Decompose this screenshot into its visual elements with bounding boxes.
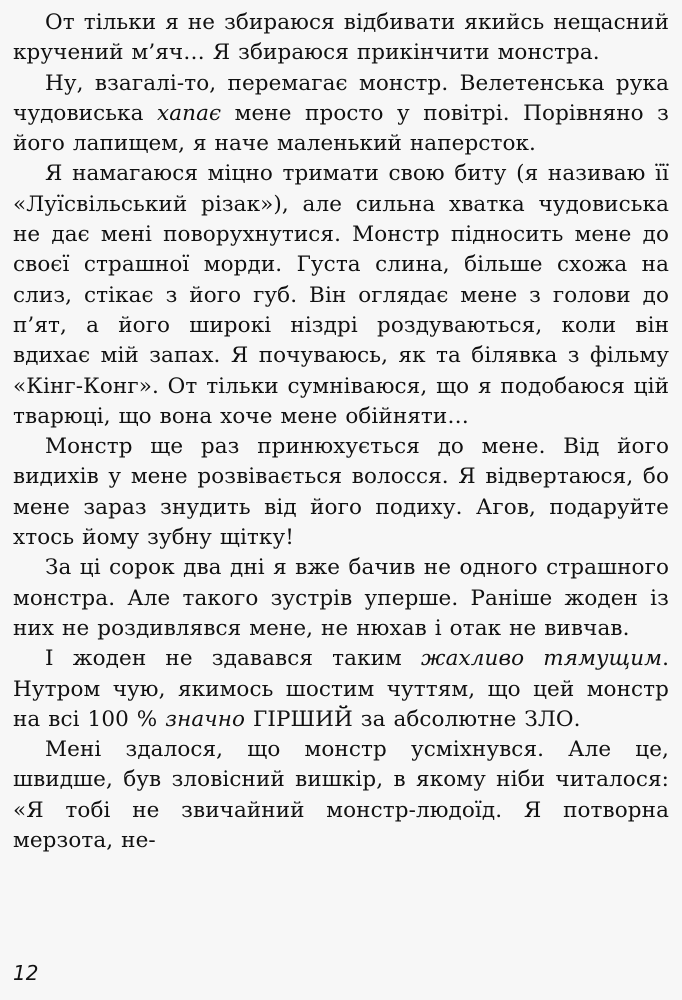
italic-emphasis: значно xyxy=(165,706,246,732)
paragraph-text: . Нутром чую, якимось шостим чуттям, що цей монстр на всі 100 % xyxy=(13,646,670,732)
paragraph-text: мене просто у повітрі. Порівняно з його лапищем, я наче маленький наперсток. xyxy=(13,100,670,157)
paragraph-text: От тільки я не збираюся відбивати якийсь нещасний кручений м’яч… Я збираюся прикінчити монстра. xyxy=(13,10,669,66)
paragraph-text: Ну, взагалі-то, перемагає монстр. Велетенська рука чудовиська xyxy=(13,70,669,126)
paragraph-1 xyxy=(13,8,669,69)
paragraph-2 xyxy=(13,69,669,160)
paragraph-4 xyxy=(13,432,669,553)
paragraph-text: Монстр ще раз принюхується до мене. Від його видихів у мене розвівається волосся. Я відвертаюся, бо мене зараз знудить від його подиху. Агов, подаруйте хтось йому зубну щітку! xyxy=(13,434,669,551)
paragraph-3 xyxy=(13,159,669,432)
paragraph-7 xyxy=(13,735,669,856)
paragraph-6 xyxy=(13,644,669,735)
italic-emphasis: жахливо тямущим xyxy=(421,646,663,672)
paragraph-text: Я намагаюся міцно тримати свою биту (я називаю її «Луїсвільський різак»), але сильна хватка чудовиська не дає мені поворухнутися. Монстр підносить мене до своєї страшної морди. Густа слина, більше схожа на слиз, стікає з його губ. Він оглядає мене з голови до п’ят, а його широкі ніздрі роздуваються, коли він вдихає мій запах. Я почуваюсь, як та білявка з фільму «Кінг-Конг». От тільки сумніваюся, що я подобаюся цій тварюці, що вона хоче мене обійняти… xyxy=(13,161,669,429)
paragraph-5 xyxy=(13,553,669,644)
italic-emphasis: хапає xyxy=(156,100,222,126)
book-page-body xyxy=(13,8,669,856)
paragraph-text: Мені здалося, що монстр усміхнувся. Але це, швидше, був зловісний вишкір, в якому ніби читалося: «Я тобі не звичайний монстр-людоїд. Я потворна мерзота, не- xyxy=(13,737,669,854)
page-number: 12 xyxy=(13,961,39,985)
paragraph-text: ГІРШИЙ за абсолютне ЗЛО. xyxy=(245,706,581,732)
paragraph-text: І жоден не здавався таким xyxy=(45,646,422,672)
paragraph-text: За ці сорок два дні я вже бачив не одного страшного монстра. Але такого зустрів уперше. Раніше жоден із них не роздивлявся мене, не нюхав і отак не вивчав. xyxy=(13,555,669,641)
